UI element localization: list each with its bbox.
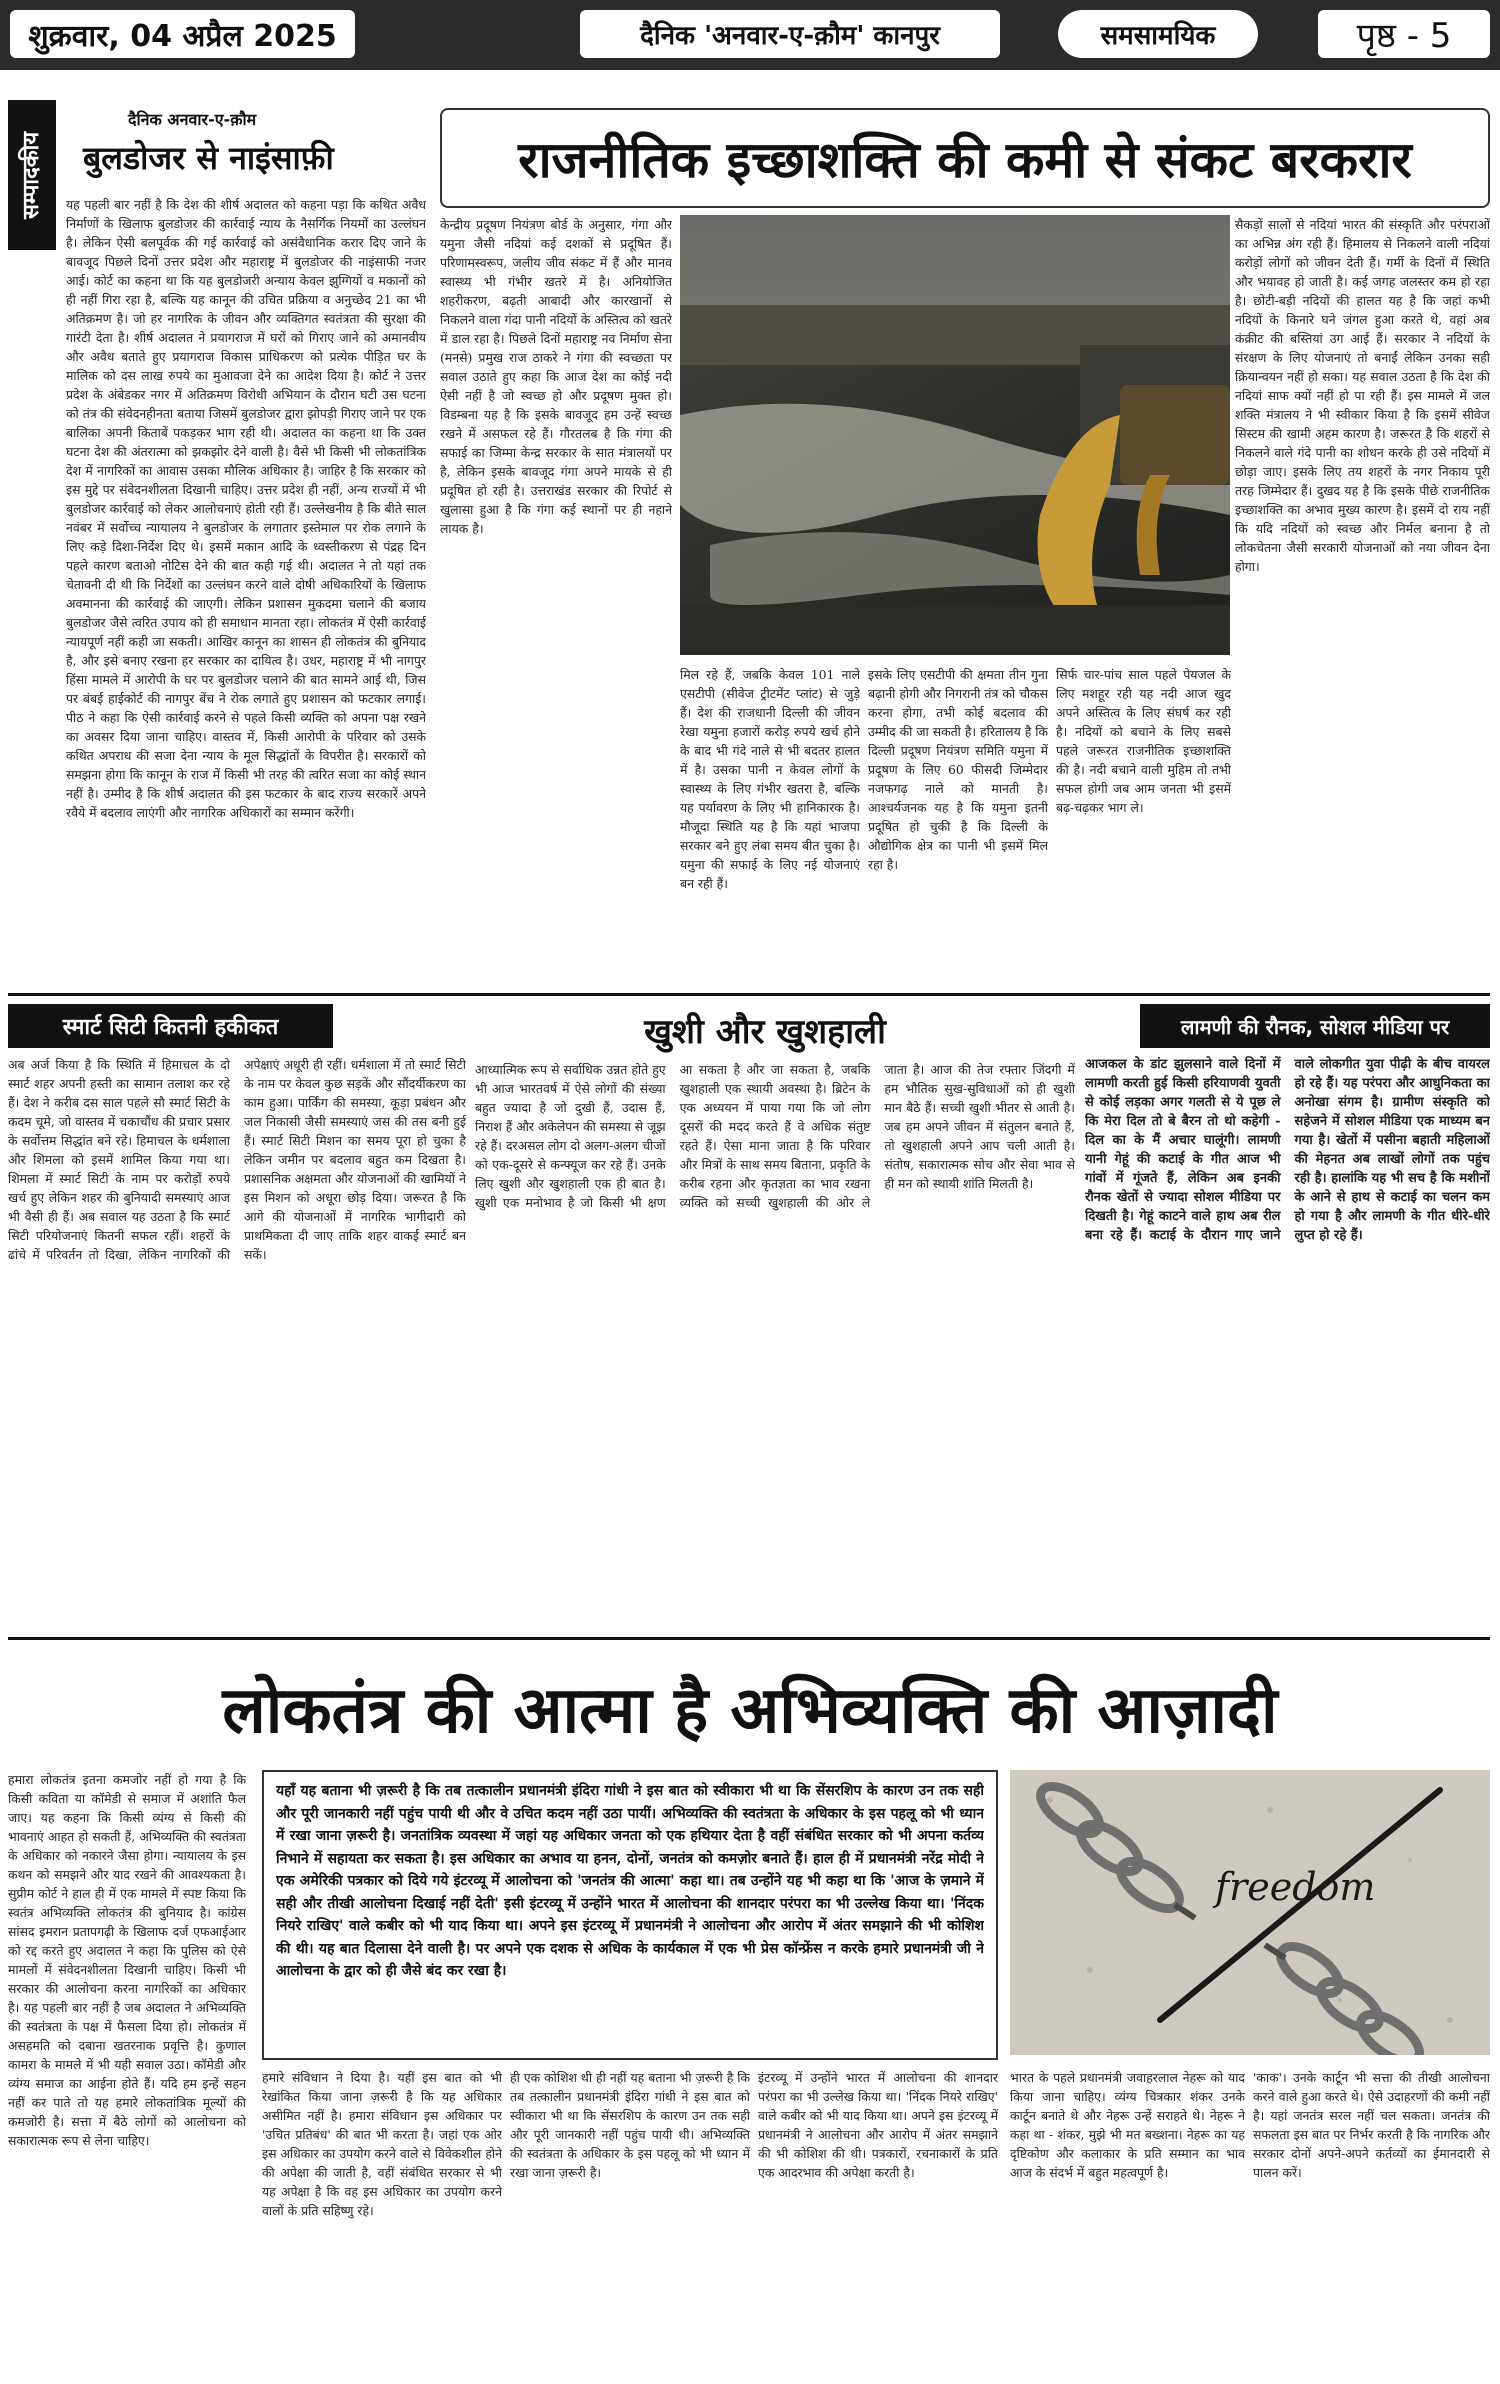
- democracy-box-text: यहाँ यह बताना भी ज़रूरी है कि तब तत्कालीन प्रधानमंत्री इंदिरा गांधी ने इस बात को स्वीकारा भी था कि सेंसरशिप के कारण उन तक सही और पूरी जानकारी नहीं पहुंच पायी थी और वे उचित कदम नहीं उठा पायीं। अभिव्यक्ति की स्वतंत्रता के अधिकार के इस पहलू को भी ध्यान में रखा जाना ज़रूरी है। जनतांत्रिक व्यवस्था में जहां यह अधिकार जनता को एक हथियार देता है वहीं संबंधित सरकार को भी अपना कर्तव्य निभाने में सहायता कर सकता है। इस अधिकार का अभाव या हनन, दोनों, जनतंत्र को कमज़ोर बनाते हैं। हाल ही में प्रधानमंत्री नरेंद्र मोदी ने एक अमेरिकी पत्रकार को दिये गये इंटरव्यू में आलोचना को 'जनतंत्र की आत्मा' कहा था। तब उन्होंने यह भी कहा था कि 'आज के ज़माने में सही और तीखी आलोचना दिखाई नहीं देती' इसी इंटरव्यू में उन्होंने भारत में आलोचना की शानदार परंपरा का भी उल्लेख किया था। 'निंदक नियरे राखिए' वाले कबीर को भी याद किया था। अपने इस इंटरव्यू में प्रधानमंत्री ने आलोचना और आरोप में अंतर समझाने की भी कोशिश की थी। यह बात दिलासा देने वाली है। पर अपने एक दशक से अधिक के कार्यकाल में एक भी प्रेस कॉन्फ्रेंस न करके हमारे प्रधानमंत्री जी ने आलोचना के द्वार को ही जैसे बंद कर रखा है।: [276, 1783, 984, 1979]
- editorial-text: यह पहली बार नहीं है कि देश की शीर्ष अदालत को कहना पड़ा कि कथित अवैध निर्माणों के खिलाफ बुलडोजर की कार्रवाई न्याय के नैसर्गिक नियमों का उल्लंघन है। लेकिन ऐसी बलपूर्वक की गई कार्रवाई को असंवैधानिक करार दिए जाने के बावजूद पिछले दिनों उत्तर प्रदेश और महाराष्ट्र में बुलडोजर की नाइंसाफी नजर आई। कोर्ट का कहना था कि यह बुलडोजरी अन्याय केवल झुग्गियों व मकानों को ही नहीं गिरा रहा है, बल्कि यह कानून की उचित प्रक्रिया व अनुच्छेद 21 का भी अतिक्रमण है। जो हर नागरिक के जीवन और व्यक्तिगत स्वतंत्रता की सुरक्षा की गारंटी देता है। शीर्ष अदालत ने प्रयागराज में घरों को गिराए जाने को अमानवीय और अवैध बताते हुए प्रयागराज विकास प्राधिकरण को प्रत्येक पीड़ित घर के मालिक को दस लाख रुपये का मुआवजा देने का आदेश दिया है। कोर्ट ने उत्तर प्रदेश के अंबेडकर नगर में अतिक्रमण विरोधी अभियान के दौरान घटी उस घटना को तंत्र की संवेदनहीनता बताया जिसमें बुलडोजर द्वारा झोपड़ी गिराए जाने पर एक बालिका अपनी किताबें पकड़कर भाग रही थी। अदालत का कहना था कि उक्त घटना देश की अंतरात्मा को झकझोर देने वाली है। वैसे भी किसी भी लोकतांत्रिक देश में नागरिकों का आवास उसका मौलिक अधिकार है। जाहिर है कि सरकार को इस मुद्दे पर संवेदनशीलता दिखानी चाहिए। उत्तर प्रदेश ही नहीं, अन्य राज्यों में भी बुलडोजर कार्रवाई को लेकर आलोचनाएं होती रही हैं। उल्लेखनीय है कि बीते साल नवंबर में सर्वोच्च न्यायालय ने बुलडोजर के लगातार इस्तेमाल पर रोक लगाने के लिए कड़े दिशा-निर्देश दिए थे। इसमें मकान आदि के ध्वस्तीकरण से पंद्रह दिन पहले कारण बताओ नोटिस देने की बात कही गई थी। अदालत ने तो यहां तक चेतावनी दी थी कि निर्देशों का उल्लंघन करने वाले दोषी अधिकारियों के खिलाफ अवमानना की कार्रवाई की जाएगी। लेकिन प्रशासन मुकदमा चलाने की बजाय बुलडोजर जैसे त्वरित उपाय को ही समाधान मानता रहा। लोकतंत्र में ऐसी कार्रवाई न्यायपूर्ण नहीं कही जा सकती। आखिर कानून का शासन ही लोकतंत्र की बुनियाद है, और इसे बनाए रखना हर सरकार का दायित्व है। उधर, महाराष्ट्र में भी नागपुर हिंसा मामले में आरोपी के घर पर बुलडोजर चलाने की बात सामने आई थी, जिस पर बंबई हाईकोर्ट की नागपुर बेंच ने रोक लगाते हुए प्रशासन को फटकार लगाई। पीठ ने कहा कि ऐसी कार्रवाई करने से पहले किसी व्यक्ति को अपना पक्ष रखने का अवसर दिया जाना चाहिए। वास्तव में, किसी आरोपी के परिवार को उसके कथित अपराध की सजा देना न्याय के मूल सिद्धांतों के विपरीत है। सरकारों को समझना होगा कि कानून के राज में किसी भी तरह की त्वरित सजा का कोई स्थान नहीं है। उम्मीद है कि शीर्ष अदालत की इस फटकार के बाद राज्य सरकारें अपने रवैये में बदलाव लाएंगी और नागरिक अधिकारों का सम्मान करेंगी।: [66, 197, 426, 820]
- freedom-word: freedom: [1215, 1865, 1376, 1909]
- editorial-block: [8, 100, 428, 980]
- lead-headline: राजनीतिक इच्छाशक्ति की कमी से संकट बरकरार: [440, 108, 1490, 208]
- section-name: समसामयिक: [1058, 10, 1258, 58]
- editorial-vertical-tag: [8, 100, 56, 250]
- lead-col-3: इसके लिए एसटीपी की क्षमता तीन गुना बढ़ानी होगी और निगरानी तंत्र को चौकस करना होगा, तभी कोई बदलाव की उम्मीद की जा सकती है। हरितालय है कि दिल्ली प्रदूषण नियंत्रण समिति यमुना में प्रदूषण के लिए 60 फीसदी जिम्मेदार नजफगढ़ नाले को मानती है। आश्चर्यजनक यह है कि यमुना इतनी प्रदूषित हो चुकी है कि दिल्ली के औद्योगिक क्षेत्र का पानी भी इसमें मिल रहा है।: [868, 667, 1048, 872]
- democracy-bottom-col-1: हमारे संविधान ने दिया है। यहीं इस बात को भी रेखांकित किया जाना ज़रूरी है कि यह अधिकार असीमित नहीं है। हमारा संविधान इस अधिकार पर 'उचित प्रतिबंध' की बात भी करता है। जहां एक ओर इस अधिकार का उपयोग करने वाले से विवेकशील होने की अपेक्षा की जाती है, वहीं संबंधित सरकार से भी यह अपेक्षा है कि वह इस अधिकार का उपयोग करने वालों के प्रति सहिष्णु रहे।: [262, 2070, 502, 2218]
- sewage-photo: [680, 215, 1230, 655]
- editorial-tag-text: सम्पादकीय: [19, 131, 44, 219]
- sewage-outfall-illustration: [680, 215, 1230, 655]
- social-text: आजकल के डांट झुलसाने वाले दिनों में लामणी करती हुई किसी हरियाणवी युवती से कोई लड़का अगर गलती से ये पूछ ले कि मेरा दिल तो बे बैरन तो थो कहेगी - दिल का के मैं अचार घालूंगी। लामणी यानी गेहूं की कटाई के गीत आज भी गांवों में गूंजते हैं, लेकिन अब इनकी रौनक खेतों से ज्यादा सोशल मीडिया पर दिखती है। गेहूं काटने वाले हाथ अब रील बना रहे हैं। कटाई के दौरान गाए जाने वाले लोकगीत युवा पीढ़ी के बीच वायरल हो रहे हैं। यह परंपरा और आधुनिकता का अनोखा संगम है। ग्रामीण संस्कृति को सहेजने में सोशल मीडिया एक माध्यम बन गया है। खेतों में पसीना बहाती महिलाओं की मेहनत अब लाखों लोगों तक पहुंच रही है। हालांकि यह भी सच है कि मशीनों के आने से हाथ से कटाई का चलन कम हो गया है और लामणी के गीत धीरे-धीरे लुप्त हो रहे हैं।: [1085, 1057, 1490, 1243]
- divider-2: [8, 1637, 1490, 1640]
- freedom-chain-illustration: [1010, 1770, 1490, 2055]
- freedom-photo: [1010, 1770, 1490, 2055]
- democracy-headline: लोकतंत्र की आत्मा है अभिव्यक्ति की आज़ादी: [222, 1674, 1278, 1748]
- smart-city-text: अब अर्ज किया है कि स्थिति में हिमाचल के दो स्मार्ट शहर अपनी हस्ती का सामान तलाश कर रहे हैं। देश ने करीब दस साल पहले सौ स्मार्ट सिटी के कदम चूमे, जो वास्तव में चकाचौंध की प्रचार प्रसार के सर्वोत्तम सिद्धांत बने रहे। हिमाचल के धर्मशाला और शिमला को इसमें शामिल किया गया था। शिमला में स्मार्ट सिटी के नाम पर करोड़ों रुपये खर्च हुए लेकिन शहर की बुनियादी समस्याएं आज भी वैसी ही हैं। अब सवाल यह उठता है कि स्मार्ट सिटी परियोजनाएं कितनी सफल रहीं। शहरों के ढांचे में परिवर्तन तो दिखा, लेकिन नागरिकों की अपेक्षाएं अधूरी ही रहीं। धर्मशाला में तो स्मार्ट सिटी के नाम पर केवल कुछ सड़कें और सौंदर्यीकरण का काम हुआ। पार्किंग की समस्या, कूड़ा प्रबंधन और जल निकासी जैसी समस्याएं जस की तस बनी हुई हैं। स्मार्ट सिटी मिशन का समय पूरा हो चुका है लेकिन जमीन पर बदलाव बहुत कम दिखता है। प्रशासनिक अक्षमता और योजनाओं की खामियों ने इस मिशन को अधूरा छोड़ दिया। जरूरत है कि आगे की योजनाओं में नागरिक भागीदारी को प्राथमिकता दी जाए ताकि शहर वाकई स्मार्ट बन सकें।: [8, 1057, 466, 1262]
- lead-col-1: केन्द्रीय प्रदूषण नियंत्रण बोर्ड के अनुसार, गंगा और यमुना जैसी नदियां कई दशकों से प्रदूषित हैं। परिणामस्वरूप, जलीय जीव संकट में हैं और मानव स्वास्थ्य भी गंभीर खतरे में है। अनियोजित शहरीकरण, बढ़ती आबादी और कारखानों से निकलने वाला गंदा पानी नदियों के अस्तित्व को खतरे में डाल रहा है। पिछले दिनों महाराष्ट्र नव निर्माण सेना (मनसे) प्रमुख राज ठाकरे ने गंगा की स्वच्छता पर सवाल उठाते हुए कहा कि आज देश का कोई नदी ऐसी नहीं है जो स्वच्छ हो और प्रदूषण मुक्त हो। विडम्बना यह है कि इसके बावजूद हम उन्हें स्वच्छ रखने में असफल रहे हैं। गौरतलब है कि गंगा की सफाई का जिम्मा केन्द्र सरकार के सात मंत्रालयों पर है, लेकिन इसके बावजूद गंगा अपने मायके से ही प्रदूषित हो रही है। उत्तराखंड सरकार की रिपोर्ट से खुलासा हुआ है कि गंगा कई स्थानों पर ही नहाने लायक है।: [440, 217, 672, 536]
- lead-col-4: सिर्फ चार-पांच साल पहले पेयजल के लिए मशहूर रही यह नदी आज खुद अपने अस्तित्व के लिए संघर्ष कर रही है। नदियों को बचाने के लिए सबसे पहले जरूरत राजनीतिक इच्छाशक्ति की है। नदी बचाने वाली मुहिम तो तभी सफल होगी जब आम जनता भी इसमें बढ़-चढ़कर भाग ले।: [1056, 667, 1231, 815]
- democracy-bottom-col-5: 'काक'। उनके कार्टून भी सत्ता की तीखी आलोचना करने वाले हुआ करते थे। ऐसे उदाहरणों की कमी नहीं है। यहां जनतंत्र सरल नहीं चल सकता। जनतंत्र की सफलता इस बात पर निर्भर करती है कि नागरिक और सरकार दोनों अपने-अपने कर्तव्यों का ईमानदारी से पालन करें।: [1253, 2070, 1490, 2180]
- social-headline: लामणी की रौनक, सोशल मीडिया पर: [1140, 1004, 1490, 1048]
- editorial-headline: बुलडोजर से नाइंसाफ़ी: [83, 139, 334, 177]
- page-number: पृष्ठ - 5: [1318, 10, 1490, 58]
- lead-col-1b: [440, 690, 672, 985]
- happiness-headline: खुशी और खुशहाली: [644, 1012, 886, 1052]
- lead-col-2: मिल रहे हैं, जबकि केवल 101 नाले एसटीपी (सीवेज ट्रीटमेंट प्लांट) से जुड़े हैं। देश की राजधानी दिल्ली की जीवन रेखा यमुना हजारों करोड़ रुपये खर्च होने के बाद भी गंदे नाले से भी बदतर हालत में है। उसका पानी न केवल लोगों के स्वास्थ्य के लिए गंभीर खतरा है, बल्कि यह पर्यावरण के लिए भी हानिकारक है। मौजूदा स्थिति यह है कि यहां भाजपा सरकार बने हुए लंबा समय बीत चुका है। यमुना की सफाई के लिए नई योजनाएं बन रही हैं।: [680, 667, 860, 891]
- divider-1: [8, 993, 1490, 996]
- democracy-pull-box: [262, 1770, 998, 2060]
- lead-col-5: सैकड़ों सालों से नदियां भारत की संस्कृति और परंपराओं का अभिन्न अंग रही हैं। हिमालय से निकलने वाली नदियां करोड़ों लोगों को जीवन देती हैं। गर्मी के दिनों में स्थिति और भयावह हो जाती है। कई जगह जलस्तर कम हो रहा है। छोटी-बड़ी नदियों की हालत यह है कि जहां कभी नदियों के किनारे घने जंगल हुआ करते थे, वहां अब कंक्रीट की बस्तियां उग आई हैं। सरकार ने नदियों के संरक्षण के लिए योजनाएं तो बनाईं लेकिन उनका सही क्रियान्वयन नहीं हो सका। यह सवाल उठता है कि देश की नदियां साफ क्यों नहीं हो पा रही हैं। इस मामले में जल शक्ति मंत्रालय ने भी स्वीकार किया है कि इसमें सीवेज सिस्टम की खामी अहम कारण है। जरूरत है कि शहरों से निकलने वाले गंदे पानी का शोधन करके ही उसे नदियों में छोड़ा जाए। इसके लिए तय शहरों के नगर निकाय पूरी तरह जिम्मेदार हैं। दुखद यह है कि इसके पीछे राजनीतिक इच्छाशक्ति का अभाव मुख्य कारण है। इसमें दो राय नहीं कि यदि नदियों को स्वच्छ और निर्मल बनाना है तो लोकचेतना जैसी सरकारी योजनाओं को नया जीवन देना होगा।: [1235, 217, 1490, 574]
- paper-name: दैनिक 'अनवार-ए-क़ौम' कानपुर: [580, 10, 1000, 58]
- democracy-bottom-col-2: ही एक कोशिश थी ही नहीं यह बताना भी ज़रूरी है कि तब तत्कालीन प्रधानमंत्री इंदिरा गांधी ने इस बात को स्वीकारा भी था कि सेंसरशिप के कारण उन तक सही और पूरी जानकारी नहीं पहुंच पायी थी। अभिव्यक्ति की स्वतंत्रता के अधिकार के इस पहलू को भी ध्यान में रखा जाना ज़रूरी है।: [510, 2070, 750, 2180]
- issue-date: शुक्रवार, 04 अप्रैल 2025: [10, 10, 355, 58]
- smart-city-headline: स्मार्ट सिटी कितनी हकीकत: [8, 1004, 333, 1048]
- editorial-kicker: दैनिक अनवार-ए-क़ौम: [128, 110, 257, 129]
- democracy-bottom-col-3: इंटरव्यू में उन्होंने भारत में आलोचना की शानदार परंपरा का भी उल्लेख किया था। 'निंदक नियरे राखिए' वाले कबीर को भी याद किया था। अपने इस इंटरव्यू में प्रधानमंत्री ने आलोचना और आरोप में अंतर समझाने की भी कोशिश की थी। पत्रकारों, रचनाकारों के प्रति एक आदरभाव की अपेक्षा करती है।: [758, 2070, 998, 2180]
- masthead: [0, 0, 1500, 70]
- democracy-bottom-col-4: भारत के पहले प्रधानमंत्री जवाहरलाल नेहरू को याद किया जाना चाहिए। व्यंग्य चित्रकार शंकर उनके कार्टून बनाते थे और नेहरू उन्हें सराहते थे। नेहरू ने कहा था - शंकर, मुझे भी मत बख्शना। नेहरू का यह दृष्टिकोण और कलाकार के प्रति सम्मान का भाव आज के संदर्भ में बहुत महत्वपूर्ण है।: [1010, 2070, 1245, 2180]
- happiness-text: आध्यात्मिक रूप से सर्वाधिक उन्नत होते हुए भी आज भारतवर्ष में ऐसे लोगों की संख्या बहुत ज्यादा है जो दुखी हैं, उदास हैं, निराश हैं और अकेलेपन की समस्या से जूझ रहे हैं। दरअसल लोग दो अलग-अलग चीजों को एक-दूसरे से कन्फ्यूज कर रहे हैं। उनके लिए खुशी और खुशहाली एक ही बात है। खुशी एक मनोभाव है जो किसी भी क्षण आ सकता है और जा सकता है, जबकि खुशहाली एक स्थायी अवस्था है। ब्रिटेन के एक अध्ययन में पाया गया कि जो लोग दूसरों की मदद करते हैं वे अधिक संतुष्ट रहते हैं। ऐसा माना जाता है कि परिवार और मित्रों के साथ समय बिताना, प्रकृति के करीब रहना और कृतज्ञता का भाव रखना व्यक्ति को सच्ची खुशहाली की ओर ले जाता है। आज की तेज रफ्तार जिंदगी में हम भौतिक सुख-सुविधाओं को ही खुशी मान बैठे हैं। सच्ची खुशी भीतर से आती है। जब हम अपने जीवन में संतुलन बनाते हैं, तो खुशहाली अपने आप चली आती है। संतोष, सकारात्मक सोच और सेवा भाव से ही मन को स्थायी शांति मिलती है।: [475, 1062, 1075, 1210]
- democracy-left-col: हमारा लोकतंत्र इतना कमजोर नहीं हो गया है कि किसी कविता या कॉमेडी से समाज में अशांति फैल जाए। यह कहना कि किसी व्यंग्य से किसी की भावनाएं आहत हो सकती हैं, अभिव्यक्ति की स्वतंत्रता के अधिकार को नकारने जैसा होगा। न्यायालय के इस कथन को समझने और याद रखने की आवश्यकता है। सुप्रीम कोर्ट ने हाल ही में एक मामले में स्पष्ट किया कि स्वतंत्र अभिव्यक्ति लोकतंत्र की बुनियाद है। कांग्रेस सांसद इमरान प्रतापगढ़ी के खिलाफ दर्ज एफआईआर को रद्द करते हुए अदालत ने कहा कि पुलिस को ऐसे मामलों में संवेदनशीलता दिखानी चाहिए। किसी भी सरकार की आलोचना करना नागरिकों का अधिकार है। यह पहली बार नहीं है जब अदालत ने अभिव्यक्ति की स्वतंत्रता के पक्ष में फैसला दिया हो। लोकतंत्र में असहमति को दबाना खतरनाक प्रवृत्ति है। कुणाल कामरा के मामले में भी यही सवाल उठा। कॉमेडी और व्यंग्य समाज का आईना होते हैं। यदि हम इन्हें सहन नहीं कर पाते तो यह हमारे लोकतांत्रिक मूल्यों की कमजोरी है। सत्ता में बैठे लोगों को आलोचना को सकारात्मक रूप से लेना चाहिए।: [8, 1772, 246, 2148]
